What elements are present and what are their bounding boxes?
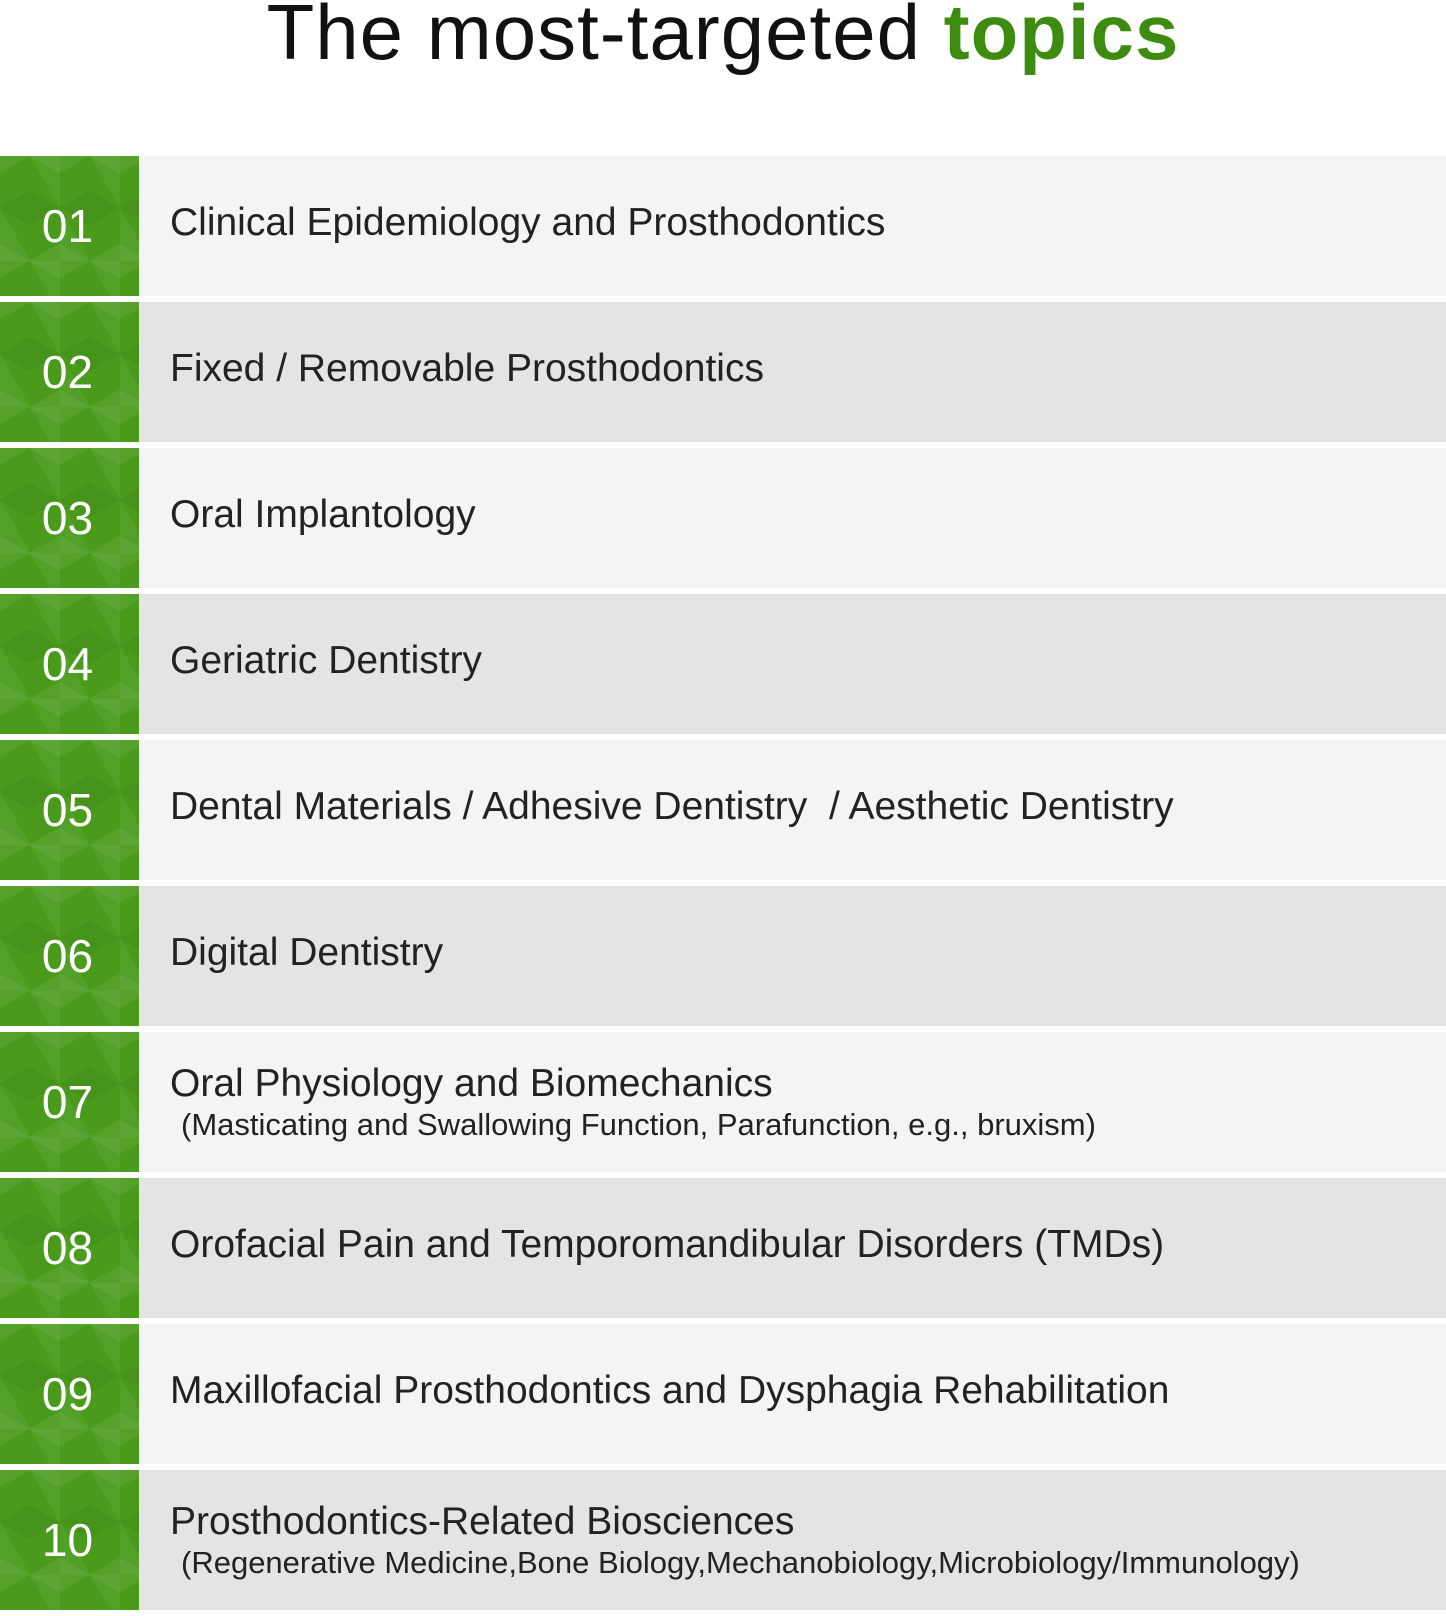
topic-row: [0, 448, 1446, 588]
topic-detail: (Masticating and Swallowing Function, Parafunction, e.g., bruxism): [181, 1107, 1096, 1142]
topic-text: [139, 1032, 1446, 1172]
topic-text: [139, 1178, 1446, 1318]
topic-number: 04: [0, 594, 139, 734]
topic-row: [0, 886, 1446, 1026]
topic-number: 10: [0, 1470, 139, 1610]
topic-row: [0, 594, 1446, 734]
title-accent: topics: [943, 0, 1180, 76]
topic-row: [0, 302, 1446, 442]
topic-text: [139, 448, 1446, 588]
topic-row: [0, 1470, 1446, 1610]
title-prefix: The most-targeted: [266, 0, 944, 76]
topic-row: [0, 1178, 1446, 1318]
topic-number: 02: [0, 302, 139, 442]
topic-text: [139, 1470, 1446, 1610]
topic-number: 09: [0, 1324, 139, 1464]
topic-text: [139, 156, 1446, 296]
topic-title: Geriatric Dentistry: [170, 639, 483, 682]
page-title: [0, 0, 1446, 82]
topic-title: Digital Dentistry: [170, 931, 444, 974]
topic-title: Fixed / Removable Prosthodontics: [170, 347, 764, 390]
topic-detail: (Regenerative Medicine,Bone Biology,Mechanobiology,Microbiology/Immunology): [181, 1545, 1300, 1580]
topic-number: 03: [0, 448, 139, 588]
topic-title: Oral Implantology: [170, 493, 476, 536]
topic-title: Dental Materials / Adhesive Dentistry / Aesthetic Dentistry: [170, 785, 1174, 828]
topic-row: [0, 740, 1446, 880]
topic-text: [139, 1324, 1446, 1464]
topic-row: [0, 1032, 1446, 1172]
topic-text: [139, 594, 1446, 734]
topic-title: Orofacial Pain and Temporomandibular Disorders (TMDs): [170, 1223, 1165, 1266]
topic-title: Prosthodontics-Related Biosciences: [170, 1500, 795, 1543]
topic-title: Clinical Epidemiology and Prosthodontics: [170, 201, 886, 244]
topic-text: [139, 740, 1446, 880]
topic-text: [139, 302, 1446, 442]
topic-row: [0, 1324, 1446, 1464]
topic-number: 01: [0, 156, 139, 296]
topic-number: 08: [0, 1178, 139, 1318]
topic-text: [139, 886, 1446, 1026]
topic-number: 06: [0, 886, 139, 1026]
topic-title: Oral Physiology and Biomechanics: [170, 1062, 773, 1105]
topic-row: [0, 156, 1446, 296]
topic-number: 05: [0, 740, 139, 880]
topic-title: Maxillofacial Prosthodontics and Dysphagia Rehabilitation: [170, 1369, 1170, 1412]
topics-list: [0, 156, 1446, 1616]
topic-number: 07: [0, 1032, 139, 1172]
